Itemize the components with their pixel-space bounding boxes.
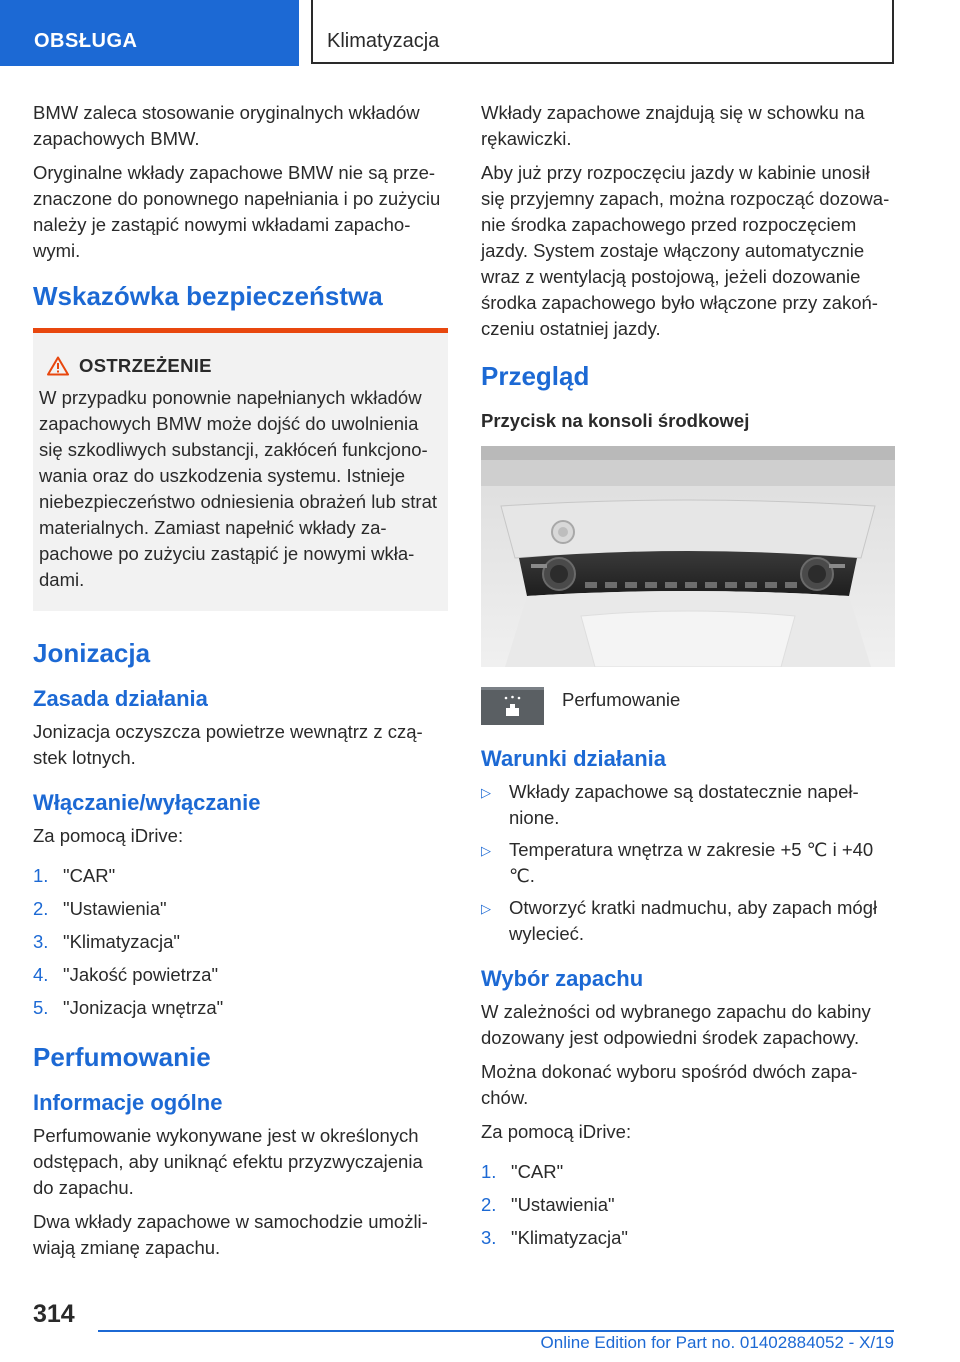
perfume-button-icon [481, 687, 544, 725]
perfume-button-label: Perfumowanie [562, 689, 681, 710]
general-paragraph-1: Perfumowanie wykonywane jest w określonych odstępach, aby uniknąć efektu przyzwyczajenia do zapachu. [33, 1125, 423, 1198]
safety-heading: Wskazówka bezpieczeństwa [33, 281, 383, 311]
onoff-heading: Włączanie/wyłączanie [33, 790, 261, 815]
list-item: 1. "CAR" [481, 1161, 564, 1182]
footer-edition: Online Edition for Part no. 01402884052 - X/19 [540, 1333, 894, 1352]
right-paragraph-2: Aby już przy rozpoczęciu jazdy w kabinie unosił się przyjemny zapach, można rozpocząć dozowanie środka zapachowego przed rozpoczęciem jazdy. System zostaje włączony automatycznie wraz z wentylacją postojową, jeżeli dozowanie środka zapachowego było włączone przy zakończeniu ostatniej jazdy. [481, 162, 890, 339]
ionization-heading: Jonizacja [33, 638, 151, 668]
principle-text: Jonizacja oczyszcza powietrze wewnątrz z cząstek lotnych. [33, 721, 423, 768]
scent-steps [481, 1159, 895, 1251]
general-heading: Informacje ogólne [33, 1090, 223, 1115]
right-column [481, 100, 895, 1261]
list-item: 4. "Jakość powietrza" [33, 964, 219, 985]
footer-divider [98, 1330, 894, 1332]
section-tab: OBSŁUGA [0, 0, 299, 66]
perfume-heading: Perfumowanie [33, 1042, 211, 1072]
right-paragraph-1: Wkłady zapachowe znajdują się w schowku na rękawiczki. [481, 102, 865, 149]
principle-heading: Zasada działania [33, 686, 208, 711]
conditions-heading: Warunki działania [481, 746, 667, 771]
list-item: ▷ Temperatura wnętrza w zakresie +5 ℃ i +40 ℃. [481, 837, 895, 889]
scent-paragraph-2: Można dokonać wyboru spośród dwóch zapachów. [481, 1061, 858, 1108]
list-item: 2. "Ustawienia" [481, 1194, 615, 1215]
scent-heading: Wybór zapachu [481, 966, 644, 991]
bullet-triangle-icon: ▷ [481, 843, 491, 858]
overview-heading: Przegląd [481, 361, 590, 391]
list-item: 5. "Jonizacja wnętrza" [33, 997, 224, 1018]
bullet-triangle-icon: ▷ [481, 785, 491, 800]
warning-header [39, 353, 440, 379]
list-item: 3. "Klimatyzacja" [33, 931, 180, 952]
intro-paragraph-1: BMW zaleca stosowanie oryginalnych wkładów zapachowych BMW. [33, 102, 420, 149]
bullet-triangle-icon: ▷ [481, 901, 491, 916]
left-column [33, 100, 448, 1269]
console-heading: Przycisk na konsoli środkowej [481, 410, 750, 431]
conditions-list [481, 779, 895, 947]
scent-paragraph-1: W zależności od wybranego zapachu do kabiny dozowany jest odpowiedni środek zapachowy. [481, 1001, 871, 1048]
perfume-button-legend [481, 687, 895, 725]
list-item: ▷ Wkłady zapachowe są dostatecznie napełnione. [481, 779, 895, 831]
page-number: 314 [33, 1300, 75, 1328]
warning-triangle-icon [39, 353, 79, 379]
list-item: 1. "CAR" [33, 865, 116, 886]
warning-text: W przypadku ponownie napełnianych wkładów zapachowych BMW może dojść do uwolnienia się szkodliwych substancji, zakłóceń funkcjonowania oraz do uszkodzenia systemu. Istnieje niebezpieczeństwo odniesienia obrażeń lub strat materialnych. Zamiast napełnić wkłady zapachowe po zużyciu zastąpić je nowymi wkładami. [39, 387, 438, 590]
list-item: 2. "Ustawienia" [33, 898, 167, 919]
intro-paragraph-2: Oryginalne wkłady zapachowe BMW nie są przeznaczone do ponownego napełniania i po zużyciu należy je zastąpić nowymi wkładami zapachowymi. [33, 162, 441, 261]
ionization-steps [33, 863, 448, 1021]
center-console-photo [481, 446, 895, 667]
warning-box [33, 328, 448, 611]
list-item: 3. "Klimatyzacja" [481, 1227, 628, 1248]
onoff-intro: Za pomocą iDrive: [33, 825, 184, 846]
scent-intro: Za pomocą iDrive: [481, 1121, 632, 1142]
warning-title: OSTRZEŻENIE [79, 355, 212, 376]
list-item: ▷ Otworzyć kratki nadmuchu, aby zapach mógł wylecieć. [481, 895, 895, 947]
general-paragraph-2: Dwa wkłady zapachowe w samochodzie umożliwiają zmianę zapachu. [33, 1211, 428, 1258]
chapter-title: Klimatyzacja [311, 0, 894, 64]
